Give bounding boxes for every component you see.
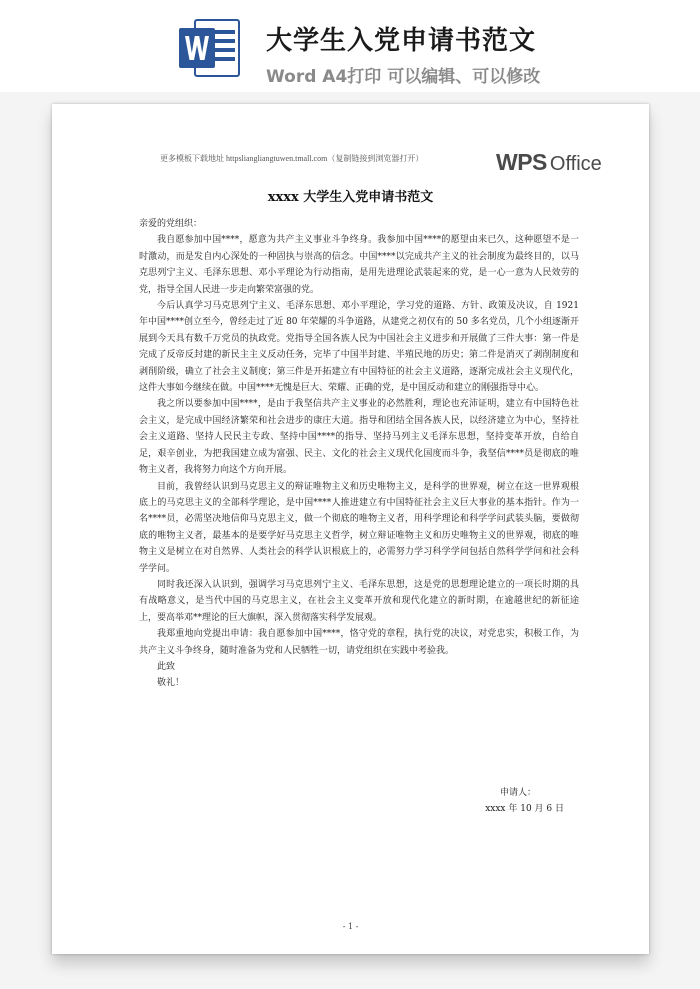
- wps-logo-text: WPS: [496, 149, 547, 175]
- applicant-label: 申请人：: [499, 788, 536, 798]
- paragraph-2: 今后认真学习马克思列宁主义、毛泽东思想、邓小平理论，学习党的道路、方针、政策及决议，自 1921 年中国****创立至今，曾经走过了近 80 年荣耀的斗争道路，从建党之初仅有的 50 多名党员，几个小组逐渐开展到今天具有数千万党员的执政党。党指导全国各族人民为中国社会主义进步和开展做了三件大事：第一件是完成了反帝反封建的新民主主义反动任务，完毕了中国半封建、半殖民地的历史；第二件是消灭了剥削制度和剥削阶级，确立了社会主义制度；第三件是开拓建立有中国特征的社会主义道路，逐渐完成社会主义现代化，这件大事如今继续在做。中国****无愧是巨大、荣耀、正确的党，是中国反动和建立的刚强指导中心。: [139, 301, 579, 394]
- document-body: [139, 216, 579, 692]
- document-title: xxxx 大学生入党申请书范文: [267, 190, 434, 205]
- paragraph-1: 我自愿参加中国****，愿意为共产主义事业斗争终身。我参加中国****的愿望由来已久，这种愿望不是一时激动，而是发自内心深处的一种固执与崇高的信念。中国****以完成共产主义的社会制度为最终目的，以马克思列宁主义、毛泽东思想、邓小平理论为行动指南，是用先进理论武装起来的党，是一心一意为人民效劳的党，指导全国人民进一步走向繁荣富强的党。: [139, 235, 579, 295]
- closing-respect: 敬礼！: [157, 678, 185, 689]
- wps-office-logo: [496, 149, 602, 177]
- page-number: - 1 -: [342, 922, 359, 931]
- word-doc-icon: [177, 18, 241, 78]
- paragraph-5: 同时我还深入认识到，强调学习马克思列宁主义、毛泽东思想，这是党的思想理论建立的一项长时期的具有战略意义，是当代中国的马克思主义，在社会主义变革开放和现代化建立的新时期，在逾越世纪的新征途上，要高举邓**理论的巨大旗帜，深入贯彻落实科学发展观。: [139, 579, 579, 623]
- template-download-note: 更多模板下载地址 httpsliangliangtuwen.tmall.com（复制链接到浏览器打开）: [160, 154, 424, 163]
- paragraph-3: 我之所以要参加中国****，是由于我坚信共产主义事业的必然胜利，理论也充沛证明，建立有中国特色社会主义，是完成中国经济繁荣和社会进步的康庄大道。指导和团结全国各族人民，以经济建立为中心，坚持社会主义道路、坚持人民民主专政、坚持中国****的指导、坚持马列主义毛泽东思想，坚持变革开放，自给自足，艰辛创业，为把我国建立成为富强、民主、文化的社会主义现代化国度而斗争，我坚信****员是彻底的唯物主义者，我将努力向这个方向开展。: [139, 399, 579, 476]
- banner-subtitle: Word A4打印 可以编辑、可以修改: [266, 67, 541, 87]
- salutation: 亲爱的党组织：: [139, 219, 203, 229]
- closing-salutation: 此致: [157, 661, 176, 672]
- application-date: xxxx 年 10 月 6 日: [485, 804, 564, 815]
- office-logo-text: Office: [549, 153, 602, 175]
- paragraph-6: 我郑重地向党提出申请：我自愿参加中国****，恪守党的章程，执行党的决议，对党忠实，积极工作，为共产主义斗争终身，随时准备为党和人民牺牲一切，请党组织在实践中考验我。: [139, 629, 579, 656]
- banner: [0, 0, 700, 92]
- document-page: [52, 104, 649, 954]
- paragraph-4: 目前，我曾经认识到马克思主义的辩证唯物主义和历史唯物主义，是科学的世界观，树立在这一世界观根底上的马克思主义的全部科学理论，是中国****人推进建立有中国特征社会主义巨大事业的基本指针。作为一名****员，必需坚决地信仰马克思主义，做一个彻底的唯物主义者，用科学理论和科学学问武装头脑，要做彻底的唯物主义者，最基本的是要学好马克思主义哲学，树立辩证唯物主义和历史唯物主义的世界观，彻底的唯物主义是树立在对自然界、人类社会的科学认识根底上的，必需努力学习科学学问包括自然科学学问和社会科学学问。: [139, 481, 579, 574]
- signature-block: [52, 785, 564, 818]
- banner-title: 大学生入党申请书范文: [266, 26, 537, 56]
